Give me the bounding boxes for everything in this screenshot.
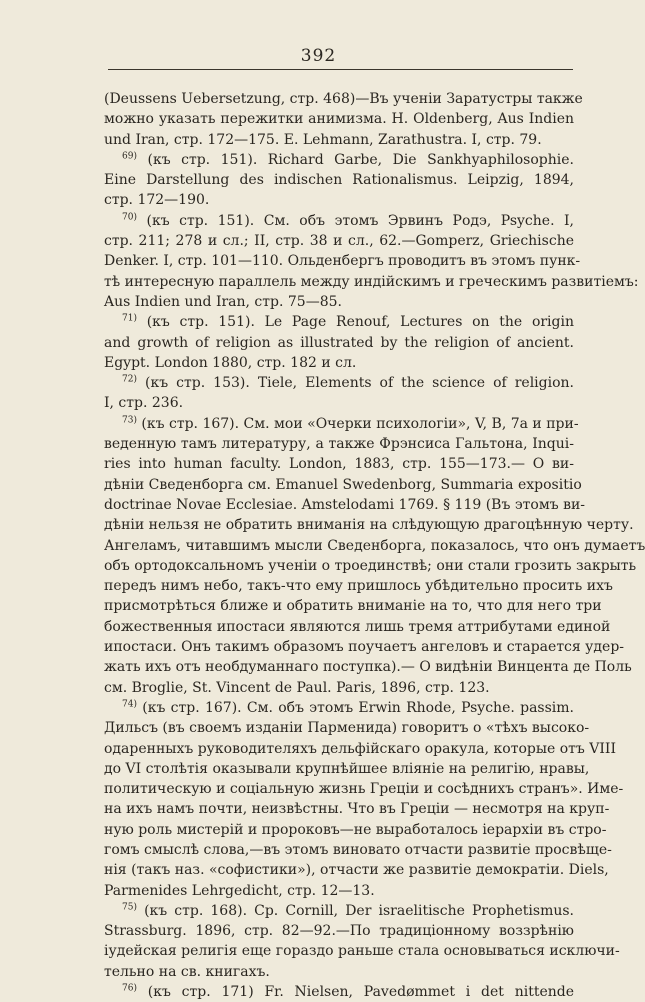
line-text: (къ стр. 151). См. объ этомъ Эрвинъ Родэ, Psyche. I, (146, 212, 575, 229)
text-line (104, 678, 574, 698)
text-line (104, 657, 632, 677)
line-text: doctrinae Novae Ecclesiae. Amstelodami 1769. § 119 (Въ этомъ ви- (104, 496, 586, 513)
line-text: іудейская религія еще гораздо раньше стала основываться исключи- (104, 943, 620, 960)
line-text: гомъ смыслѣ слова,—въ этомъ виновато отчасти развитіе просвѣще- (104, 841, 612, 858)
line-text: (къ стр. 168). Ср. Cornill, Der israelitische Prophetismus. (144, 902, 574, 919)
line-text: Denker. I, стр. 101—110. Ольденбергъ проводитъ въ этомъ пунк- (104, 253, 581, 270)
text-line (104, 475, 582, 495)
line-text: Strassburg. 1896, стр. 82—92.—По традиціонному воззрѣнію (104, 923, 574, 940)
footnote-number: 74) (122, 699, 137, 710)
text-line (104, 617, 611, 637)
text-line (104, 962, 574, 982)
text-line (104, 150, 574, 170)
text-line (104, 820, 607, 840)
footnotes-text (104, 89, 645, 1002)
footnote-number: 71) (122, 313, 137, 324)
text-line (104, 373, 574, 393)
text-line (104, 779, 624, 799)
line-text: Aus Indien und Iran, стр. 75—85. (104, 293, 342, 310)
text-line (104, 515, 634, 535)
line-text: стр. 211; 278 и сл.; II, стр. 38 и сл., 62.—Gomperz, Griechische (104, 233, 574, 250)
footnote-number: 70) (122, 212, 137, 223)
text-line (104, 434, 574, 454)
line-text: тельно на св. книгахъ. (104, 963, 270, 980)
text-line (104, 190, 574, 210)
line-text: веденную тамъ литературу, а также Фрэнсиса Гальтона, Inqui- (104, 436, 574, 453)
text-line (104, 454, 574, 474)
text-line (104, 495, 586, 515)
line-text: (къ стр. 171) Fr. Nielsen, Pavedømmet i det nittende (147, 984, 574, 1001)
text-line (104, 698, 574, 718)
footnote-number: 73) (122, 415, 137, 426)
line-text: можно указать пережитки анимизма. H. Oldenberg, Aus Indien (104, 111, 574, 128)
line-text: (къ стр. 153). Tiele, Elements of the science of religion. (145, 375, 574, 392)
line-text: божественныя ипостаси являются лишь тремя аттрибутами единой (104, 618, 611, 635)
line-text: Eine Darstellung des indischen Rationalismus. Leipzig, 1894, (104, 172, 574, 189)
line-text: ипостаси. Онъ такимъ образомъ поучаетъ ангеловъ и старается удер- (104, 639, 625, 656)
line-text: жать ихъ отъ необдуманнаго поступка).— О видѣніи Винцента де Поль (104, 659, 632, 676)
line-text: (къ стр. 167). См. объ этомъ Erwin Rhode, Psyche. passim. (142, 699, 574, 716)
text-line (104, 130, 574, 150)
text-line (104, 739, 616, 759)
text-line (104, 292, 574, 312)
text-line (104, 881, 574, 901)
line-text: присмотрѣться ближе и обратить вниманіе на то, что для него три (104, 598, 602, 615)
line-text: на ихъ намъ почти, неизвѣстны. Что въ Греціи — несмотря на круп- (104, 801, 610, 818)
text-line (104, 333, 574, 353)
line-text: und Iran, стр. 172—175. E. Lehmann, Zarathustra. I, стр. 79. (104, 131, 542, 148)
line-text: ную роль мистерій и пророковъ—не выработалось іерархіи въ стро- (104, 821, 607, 838)
text-line (104, 982, 574, 1002)
text-line (104, 840, 612, 860)
footnote-number: 76) (122, 983, 137, 994)
line-text: тѣ интересную параллель между индійскимъ и греческимъ развитіемъ: (104, 273, 639, 290)
page-number: 392 (300, 46, 337, 66)
text-line (104, 759, 590, 779)
text-line (104, 312, 574, 332)
text-line (104, 211, 574, 231)
text-line (104, 231, 574, 251)
text-line (104, 393, 574, 413)
line-text: (къ стр. 151). Richard Garbe, Die Sankhyaphilosophie. (147, 151, 574, 168)
line-text: дѣніи нельзя не обратить вниманія на слѣдующую драгоцѣнную черту. (104, 517, 634, 534)
line-text: дѣніи Сведенборга см. Emanuel Swedenborg, Summaria expositio (104, 476, 582, 493)
text-line (104, 556, 637, 576)
text-line (104, 637, 625, 657)
line-text: передъ нимъ небо, такъ-что ему пришлось убѣдительно просить ихъ (104, 578, 613, 595)
line-text: I, стр. 236. (104, 395, 184, 412)
text-line (104, 251, 581, 271)
line-text: and growth of religion as illustrated by the religion of ancient. (104, 334, 574, 351)
text-line (104, 718, 590, 738)
text-line (104, 89, 583, 109)
text-line (104, 353, 574, 373)
text-line (104, 941, 620, 961)
line-text: одаренныхъ руководителяхъ дельфійскаго оракула, которые отъ VIII (104, 740, 616, 757)
text-line (104, 536, 645, 556)
text-line (104, 860, 609, 880)
text-line (104, 596, 602, 616)
text-line (104, 414, 579, 434)
line-text: Parmenides Lehrgedicht, стр. 12—13. (104, 882, 375, 899)
line-text: см. Broglie, St. Vincent de Paul. Paris, 1896, стр. 123. (104, 679, 490, 696)
footnote-number: 69) (122, 151, 137, 162)
text-line (104, 576, 613, 596)
line-text: политическую и соціальную жизнь Греціи и сосѣднихъ странъ». Име- (104, 781, 624, 798)
footnote-number: 72) (122, 374, 137, 385)
line-text: Ангеламъ, читавшимъ мысли Сведенборга, показалось, что онъ думаетъ (104, 537, 645, 554)
line-text: (къ стр. 151). Le Page Renouf, Lectures on the origin (146, 314, 574, 331)
line-text: Дильсъ (въ своемъ изданіи Парменида) говоритъ о «тѣхъ высоко- (104, 720, 590, 737)
line-text: стр. 172—190. (104, 192, 210, 209)
line-text: (Deussens Uebersetzung, стр. 468)—Въ ученіи Заратустры также (104, 91, 583, 107)
line-text: ries into human faculty. London, 1883, стр. 155—173.— О ви- (104, 456, 574, 473)
header-rule (108, 69, 573, 70)
line-text: до VI столѣтія оказывали крупнѣйшее вліяніе на религію, нравы, (104, 760, 590, 777)
line-text: объ ортодоксальномъ ученіи о троединствѣ; они стали грозить закрыть (104, 557, 637, 574)
footnote-number: 75) (122, 902, 137, 913)
line-text: (къ стр. 167). См. мои «Очерки психологіи», V, B, 7a и при- (141, 415, 579, 432)
text-line (104, 170, 574, 190)
line-text: нія (такъ наз. «софистики»), отчасти же развитіе демократіи. Diels, (104, 862, 609, 879)
text-line (104, 272, 639, 292)
text-line (104, 799, 610, 819)
line-text: Egypt. London 1880, стр. 182 и сл. (104, 354, 357, 371)
text-line (104, 921, 574, 941)
text-line (104, 109, 574, 129)
text-line (104, 901, 574, 921)
